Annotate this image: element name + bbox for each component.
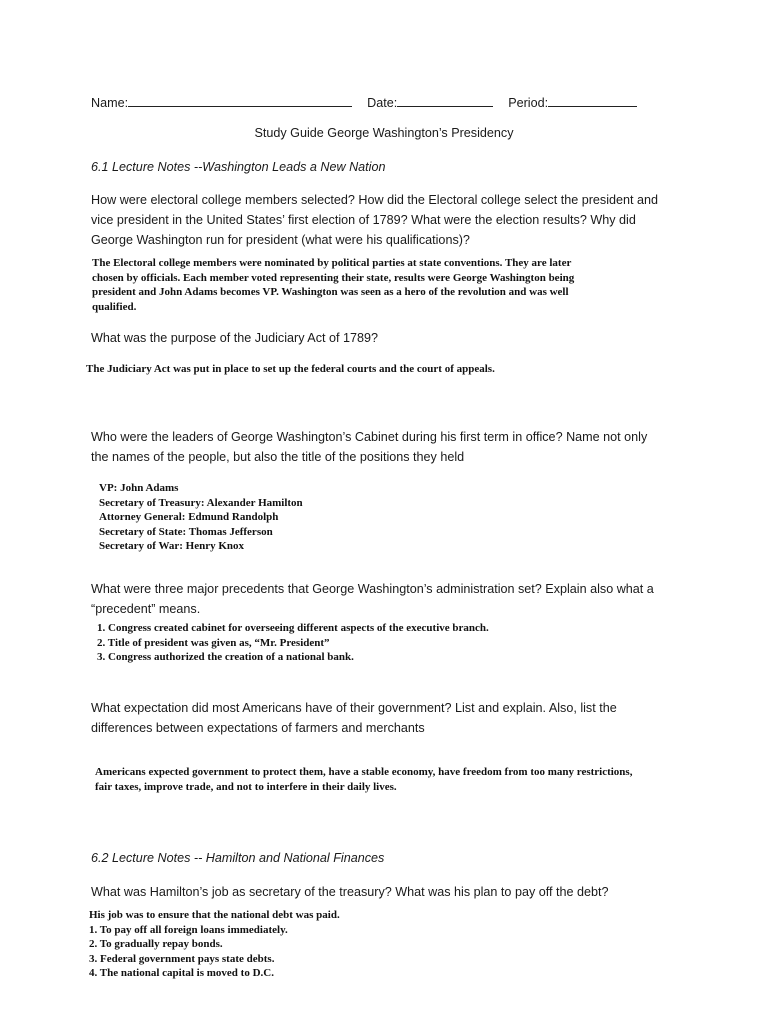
answer-line: 2. To gradually repay bonds. — [89, 938, 223, 951]
question-line: What was Hamilton’s job as secretary of the treasury? What was his plan to pay off the debt? — [91, 885, 609, 899]
answer-line: 4. The national capital is moved to D.C. — [89, 967, 274, 980]
answer-line: fair taxes, improve trade, and not to interfere in their daily lives. — [95, 780, 397, 793]
name-blank — [128, 94, 352, 107]
section-heading-6-2: 6.2 Lecture Notes -- Hamilton and National Finances — [91, 851, 385, 865]
date-blank — [397, 94, 493, 107]
question-line: How were electoral college members selected? How did the Electoral college select the president and — [91, 193, 659, 207]
answer-hamilton-job — [89, 908, 340, 981]
answer-line: qualified. — [92, 300, 137, 313]
answer-expectations — [95, 765, 632, 794]
answer-line: president and John Adams becomes VP. Washington was seen as a hero of the revolution and was well — [92, 286, 569, 299]
name-label: Name: — [91, 96, 129, 110]
answer-line: Americans expected government to protect them, have a stable economy, have freedom from too many restrictions, — [95, 766, 633, 778]
question-line: differences between expectations of farmers and merchants — [91, 721, 425, 735]
period-blank — [548, 94, 637, 107]
question-line: What was the purpose of the Judiciary Act of 1789? — [91, 331, 379, 345]
period-label: Period: — [508, 96, 549, 110]
answer-line: VP: John Adams — [99, 482, 179, 494]
header-fields — [91, 94, 637, 110]
question-line: What expectation did most Americans have of their government? List and explain. Also, list the — [91, 701, 617, 715]
section-heading-6-1: 6.1 Lecture Notes --Washington Leads a New Nation — [91, 160, 386, 174]
question-line: the names of the people, but also the title of the positions they held — [91, 450, 465, 464]
answer-line: His job was to ensure that the national debt was paid. — [89, 909, 340, 921]
question-expectations — [91, 698, 617, 738]
answer-line: 2. Title of president was given as, “Mr. President” — [97, 636, 330, 649]
answer-cabinet — [99, 481, 303, 554]
answer-judiciary-act — [86, 362, 495, 377]
question-cabinet — [91, 427, 647, 467]
page-title: Study Guide George Washington’s Presidency — [254, 126, 514, 140]
answer-line: Secretary of State: Thomas Jefferson — [99, 525, 273, 538]
question-hamilton-job — [91, 882, 609, 902]
answer-line: Secretary of War: Henry Knox — [99, 540, 245, 553]
question-line: George Washington run for president (what were his qualifications)? — [91, 233, 470, 247]
answer-line: 1. Congress created cabinet for overseeing different aspects of the executive branch. — [97, 622, 489, 634]
question-line: Who were the leaders of George Washington’s Cabinet during his first term in office? Name not only — [91, 430, 648, 444]
answer-line: Attorney General: Edmund Randolph — [99, 511, 279, 524]
question-judiciary-act — [91, 328, 378, 348]
question-line: “precedent” means. — [91, 602, 201, 616]
answer-line: 3. Congress authorized the creation of a national bank. — [97, 651, 354, 664]
answer-line: chosen by officials. Each member voted representing their state, results were George Washington being — [92, 271, 575, 284]
answer-line: The Electoral college members were nominated by political parties at state conventions. They are later — [92, 257, 572, 269]
question-line: vice president in the United States’ first election of 1789? What were the election results? Why did — [91, 213, 636, 227]
date-label: Date: — [367, 96, 398, 110]
answer-line: The Judiciary Act was put in place to set up the federal courts and the court of appeals. — [86, 363, 495, 375]
answer-line: 1. To pay off all foreign loans immediately. — [89, 923, 288, 936]
answer-precedents — [97, 621, 489, 665]
question-electoral-college — [91, 190, 658, 250]
question-line: What were three major precedents that George Washington’s administration set? Explain also what a — [91, 582, 654, 596]
answer-line: Secretary of Treasury: Alexander Hamilton — [99, 496, 303, 509]
question-precedents — [91, 579, 654, 619]
answer-line: 3. Federal government pays state debts. — [89, 952, 275, 965]
answer-electoral-college — [92, 256, 574, 314]
